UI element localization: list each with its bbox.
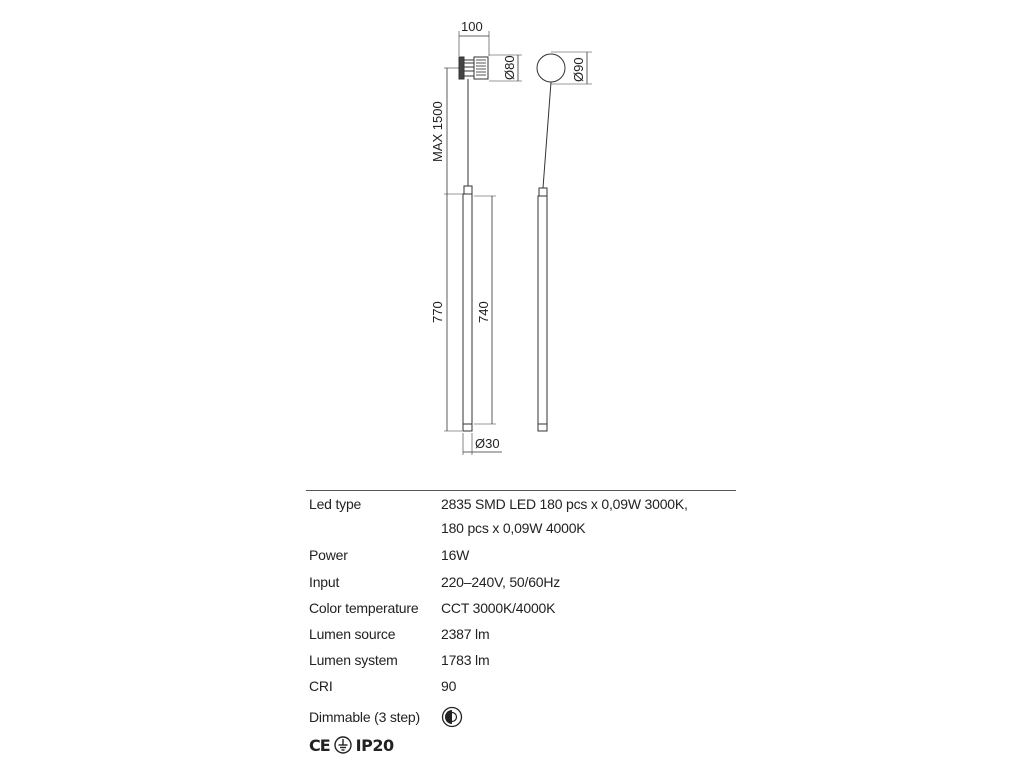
spec-row-dimmable <box>309 703 739 731</box>
ce-mark: CE <box>309 735 330 755</box>
spec-label: Dimmable (3 step) <box>309 709 420 725</box>
dimmable-icon <box>441 706 463 728</box>
ip-rating: IP20 <box>355 735 394 755</box>
spec-value: 16W <box>441 547 470 563</box>
spec-value <box>441 706 739 728</box>
spec-value: 90 <box>441 678 457 694</box>
dim-tube-length-label: 740 <box>476 301 491 323</box>
spec-value: CCT 3000K/4000K <box>441 600 556 616</box>
spec-value <box>441 495 739 545</box>
spec-row-lumen-source <box>309 625 739 651</box>
dim-total-length-label: 770 <box>430 301 445 323</box>
dim-tube-diameter-label: Ø30 <box>475 436 500 451</box>
spec-row-color-temperature <box>309 599 739 625</box>
spec-label: Power <box>309 547 348 563</box>
spec-value: 1783 lm <box>441 652 490 668</box>
spec-value: 2387 lm <box>441 626 490 642</box>
spec-label: Color temperature <box>309 600 419 616</box>
certification-marks <box>309 734 394 756</box>
ground-symbol-icon <box>334 736 352 754</box>
spec-value-line: 2835 SMD LED 180 pcs x 0,09W 3000K, <box>441 496 688 512</box>
spec-divider <box>306 490 736 491</box>
spec-label: Lumen system <box>309 652 398 668</box>
dim-max-cable-label: MAX 1500 <box>430 101 445 162</box>
canopy-side-view <box>459 57 488 79</box>
spec-row-led-type <box>309 494 739 545</box>
suspension-cable-front <box>543 82 551 188</box>
canopy-top-view <box>537 54 565 82</box>
light-tube-front-view <box>538 196 547 431</box>
spec-table <box>309 494 739 731</box>
spec-value-line: 180 pcs x 0,09W 4000K <box>441 520 586 536</box>
spec-label: Lumen source <box>309 626 396 642</box>
spec-label: Input <box>309 574 340 590</box>
dim-canopy-diameter-label: Ø80 <box>502 55 517 80</box>
spec-row-input <box>309 572 739 599</box>
spec-value: 220–240V, 50/60Hz <box>441 574 561 590</box>
spec-row-cri <box>309 677 739 703</box>
dim-width-label: 100 <box>461 19 483 34</box>
spec-label: Led type <box>309 496 362 512</box>
spec-row-power <box>309 545 739 572</box>
light-tube-side-view <box>463 194 472 431</box>
spec-row-lumen-system <box>309 651 739 677</box>
spec-label: CRI <box>309 678 333 694</box>
dim-top-diameter-label: Ø90 <box>571 57 586 82</box>
